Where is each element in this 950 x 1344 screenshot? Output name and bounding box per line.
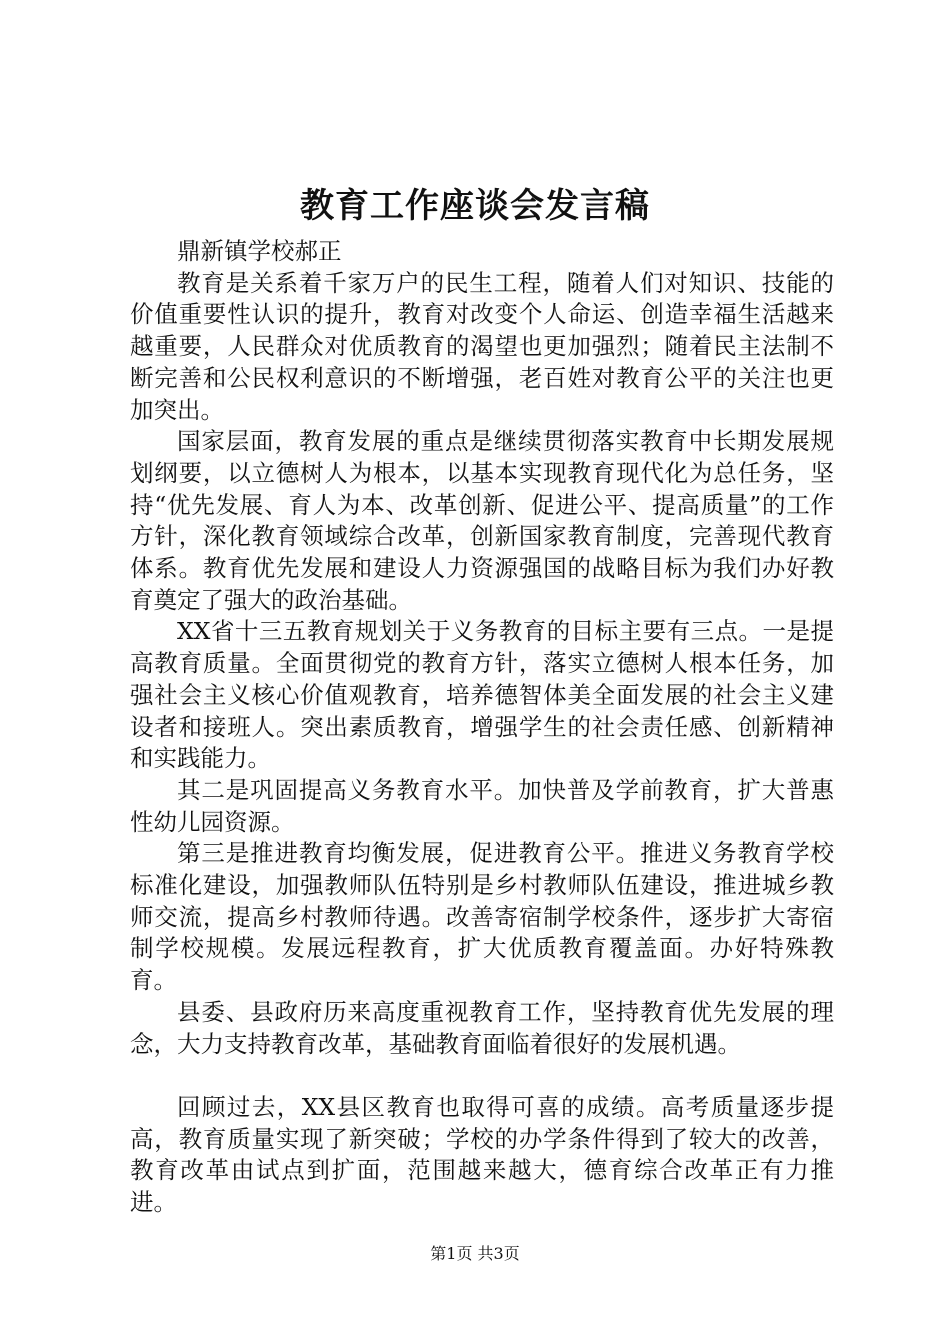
page-number: 第1页 共3页 bbox=[430, 1244, 520, 1263]
document-title: 教育工作座谈会发言稿 bbox=[300, 186, 650, 226]
paragraph-1: 教育是关系着千家万户的民生工程，随着人们对知识、技能的价值重要性认识的提升，教育对改变个人命运、创造幸福生活越来越重要，人民群众对优质教育的渴望也更加强烈；随着民主法制不断完善和公民权利意识的不断增强，老百姓对教育公平的关注也更加突出。 bbox=[130, 268, 834, 424]
paragraph-7: 回顾过去，XX县区教育也取得可喜的成绩。高考质量逐步提高，教育质量实现了新突破；学校的办学条件得到了较大的改善，教育改革由试点到扩面，范围越来越大，德育综合改革正有力推进。 bbox=[130, 1092, 834, 1217]
paragraph-5: 第三是推进教育均衡发展，促进教育公平。推进义务教育学校标准化建设，加强教师队伍特别是乡村教师队伍建设，推进城乡教师交流，提高乡村教师待遇。改善寄宿制学校条件，逐步扩大寄宿制学校规模。发展远程教育，扩大优质教育覆盖面。办好特殊教育。 bbox=[130, 839, 834, 995]
paragraph-2: 国家层面，教育发展的重点是继续贯彻落实教育中长期发展规划纲要，以立德树人为根本，以基本实现教育现代化为总任务，坚持“优先发展、育人为本、改革创新、促进公平、提高质量”的工作方针，深化教育领域综合改革，创新国家教育制度，完善现代教育体系。教育优先发展和建设人力资源强国的战略目标为我们办好教育奠定了强大的政治基础。 bbox=[130, 427, 834, 614]
paragraph-4: 其二是巩固提高义务教育水平。加快普及学前教育，扩大普惠性幼儿园资源。 bbox=[130, 775, 834, 836]
author-line: 鼎新镇学校郝正 bbox=[177, 237, 342, 265]
paragraph-6: 县委、县政府历来高度重视教育工作，坚持教育优先发展的理念，大力支持教育改革，基础教育面临着很好的发展机遇。 bbox=[130, 997, 834, 1058]
paragraph-3: XX省十三五教育规划关于义务教育的目标主要有三点。一是提高教育质量。全面贯彻党的教育方针，落实立德树人根本任务，加强社会主义核心价值观教育，培养德智体美全面发展的社会主义建设者和接班人。突出素质教育，增强学生的社会责任感、创新精神和实践能力。 bbox=[130, 617, 834, 773]
document-body bbox=[130, 236, 834, 1219]
